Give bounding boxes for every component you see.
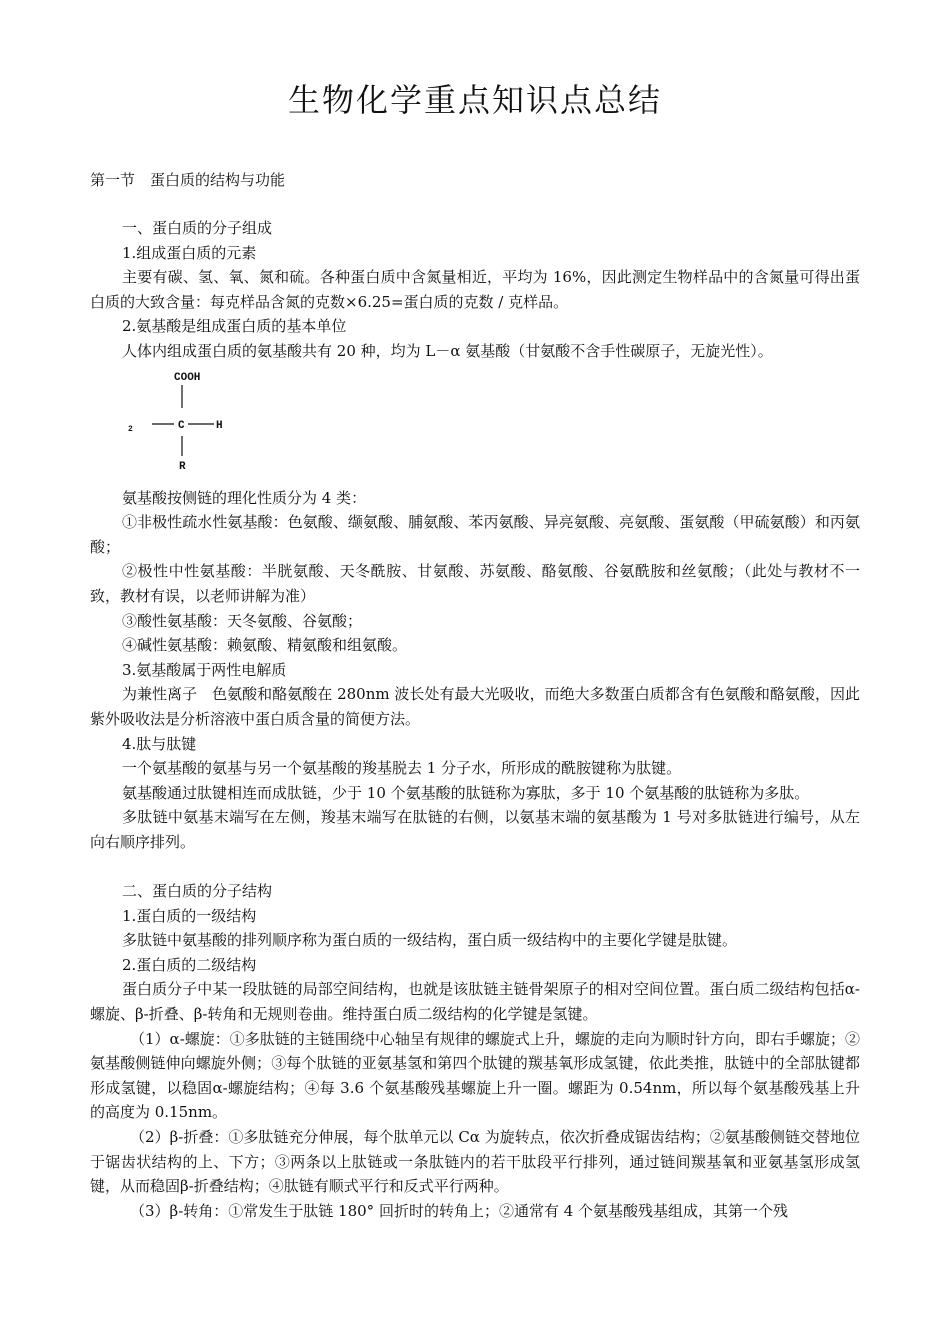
paragraph-beta-sheet: （2）β-折叠：①多肽链充分伸展，每个肽单元以 Cα 为旋转点，依次折叠成锯齿结构；②氨基酸侧链交替地位于锯齿状结构的上、下方；③两条以上肽链或一条肽链内的若干肽段平行排列，通过链间羰基氧和亚氨基氢形成氢键，从而稳固β-折叠结构；④肽链有顺式平行和反式平行两种。 (90, 1128, 860, 1196)
paragraph: 氨基酸通过肽键相连而成肽链，少于 10 个氨基酸的肽链称为寡肽，多于 10 个氨基酸的肽链称为多肽。 (122, 783, 810, 802)
subsection-title: 2.蛋白质的二级结构 (122, 955, 257, 974)
r-group-label: R (179, 460, 186, 473)
document-body (90, 216, 860, 1223)
list-item: ①非极性疏水性氨基酸：色氨酸、缬氨酸、脯氨酸、苯丙氨酸、异亮氨酸、亮氨酸、蛋氨酸（甲硫氨酸）和丙氨酸； (90, 513, 860, 556)
subsection-title: 1.蛋白质的一级结构 (122, 906, 257, 925)
part2-heading: 二、蛋白质的分子结构 (122, 882, 273, 901)
list-item: ③酸性氨基酸：天冬氨酸、谷氨酸； (122, 611, 363, 630)
subsection-title: 4.肽与肽键 (122, 734, 197, 753)
hydrogen-label: H (216, 419, 223, 432)
list-item: ④碱性氨基酸：赖氨酸、精氨酸和组氨酸。 (122, 636, 408, 655)
paragraph-beta-turn: （3）β-转角：①常发生于肽链 180° 回折时的转角上；②通常有 4 个氨基酸残基组成，其第一个残 (130, 1201, 789, 1220)
paragraph: 人体内组成蛋白质的氨基酸共有 20 种，均为 L－α 氨基酸（甘氨酸不含手性碳原子，无旋光性）。 (122, 341, 773, 360)
subsection-title: 2.氨基酸是组成蛋白质的基本单位 (122, 317, 347, 336)
paragraph: 蛋白质分子中某一段肽链的局部空间结构，也就是该肽链主链骨架原子的相对空间位置。蛋白质二级结构包括α-螺旋、β-折叠、β-转角和无规则卷曲。维持蛋白质二级结构的化学键是氢键。 (90, 980, 860, 1024)
paragraph: 多肽链中氨基末端写在左侧，羧基末端写在肽链的右侧，以氨基末端的氨基酸为 1 号对多肽链进行编号，从左向右顺序排列。 (90, 808, 860, 851)
paragraph-alpha-helix: （1）α-螺旋：①多肽链的主链围绕中心轴呈有规律的螺旋式上升，螺旋的走向为顺时针方向，即右手螺旋；②氨基酸侧链伸向螺旋外侧；③每个肽链的亚氨基氢和第四个肽键的羰基氧形成氢键，依此类推，肽链中的全部肽键都形成氢键，以稳固α-螺旋结构；④每 3.6 个氨基酸残基螺旋上升一圈。螺距为 0.54nm，所以每个氨基酸残基上升的高度为 0.15nm。 (90, 1029, 860, 1122)
section-heading: 第一节 蛋白质的结构与功能 (90, 171, 286, 189)
spacer (90, 854, 860, 879)
document-title: 生物化学重点知识点总结 (287, 81, 662, 119)
paragraph: 主要有碳、氢、氧、氮和硫。各种蛋白质中含氮量相近，平均为 16%，因此测定生物样品中的含氮量可得出蛋白质的大致含量：每克样品含氮的克数×6.25=蛋白质的克数 / 克样品。 (90, 268, 860, 311)
cooh-label: COOH (174, 371, 201, 384)
part1-heading: 一、蛋白质的分子组成 (122, 219, 273, 237)
subsection-title: 3.氨基酸属于两性电解质 (122, 660, 287, 679)
paragraph: 一个氨基酸的氨基与另一个氨基酸的羧基脱去 1 分子水，所形成的酰胺键称为肽键。 (122, 759, 682, 778)
subsection-title: 1.组成蛋白质的元素 (122, 243, 257, 262)
nh2-label: 2 (128, 424, 133, 434)
paragraph: 多肽链中氨基酸的排列顺序称为蛋白质的一级结构，蛋白质一级结构中的主要化学键是肽键。 (122, 931, 738, 950)
amino-acid-structure-diagram (128, 368, 268, 478)
amino-acid-structure-formula (90, 364, 860, 486)
list-item: ②极性中性氨基酸：半胱氨酸、天冬酰胺、甘氨酸、苏氨酸、酪氨酸、谷氨酰胺和丝氨酸；（此处与教材不一致，教材有误，以老师讲解为准） (90, 562, 860, 605)
paragraph: 为兼性离子 色氨酸和酪氨酸在 280nm 波长处有最大光吸收，而绝大多数蛋白质都含有色氨酸和酪氨酸，因此紫外吸收法是分析溶液中蛋白质含量的简便方法。 (90, 685, 860, 728)
paragraph: 氨基酸按侧链的理化性质分为 4 类： (122, 488, 367, 507)
alpha-carbon-label: C (178, 419, 185, 432)
